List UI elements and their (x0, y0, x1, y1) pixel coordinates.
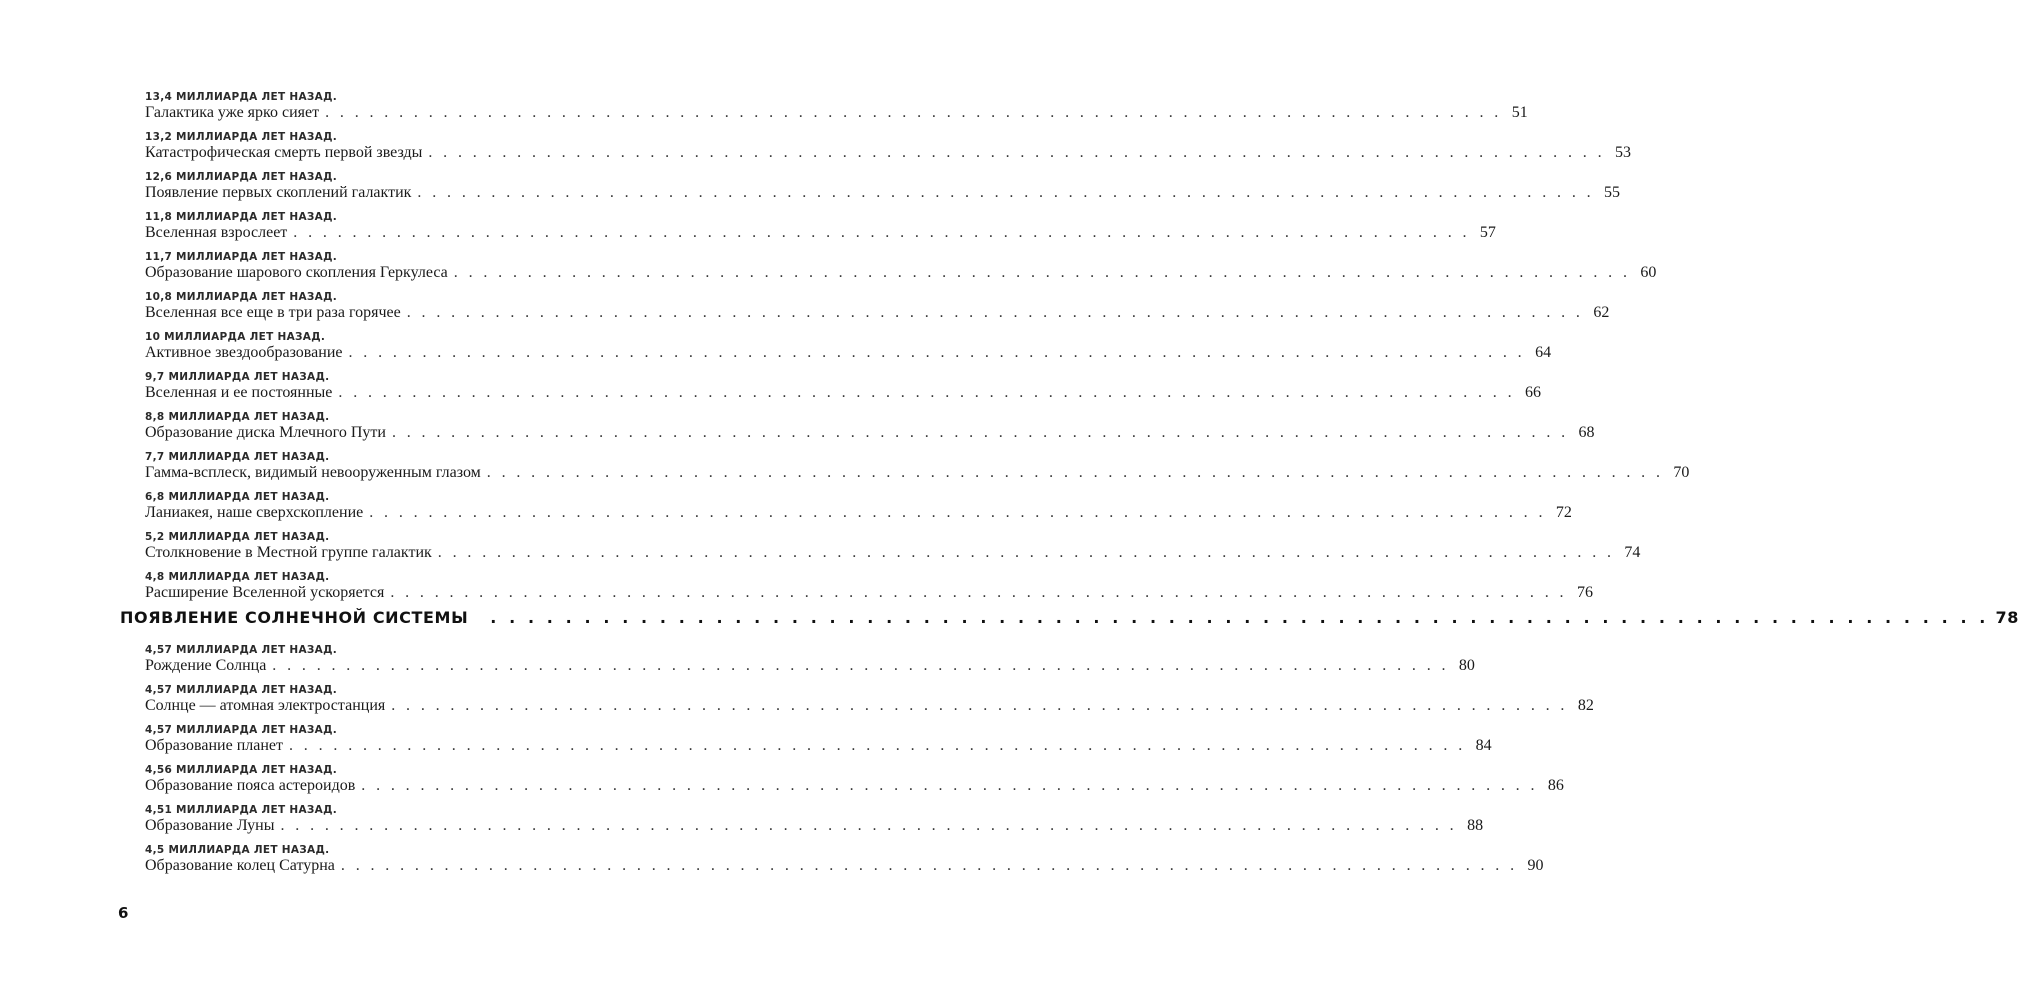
entry-page-number: 62 (1593, 304, 1610, 321)
entry-era: 4,8 МИЛЛИАРДА ЛЕТ НАЗАД. (145, 571, 330, 583)
entry-title: Катастрофическая смерть первой звезды (145, 144, 423, 161)
entry-page-number: 76 (1576, 584, 1593, 601)
entry-title: Рождение Солнца (145, 657, 267, 674)
toc-entry (145, 91, 1528, 131)
entry-title: Столкновение в Местной группе галактик (145, 544, 432, 561)
dot-leader: . . . . . . . . . . . . . . . . . . . . . . . . . . . . . . . . . . . . . . . . . . . . . . . . . . . . . . . . . . . . . . . . . . . . . . . . . . . . . . . . (390, 584, 1567, 601)
toc-entry (145, 371, 1541, 411)
toc-entry (145, 804, 1484, 844)
section-title: ПОЯВЛЕНИЕ СОЛНЕЧНОЙ СИСТЕМЫ (120, 608, 469, 627)
dot-leader: . . . . . . . . . . . . . . . . . . . . . . . . . . . . . . . . . . . . . . . . . . . . . . . . . . . . . . . . . . . . . . . . . . . . . . . . . . . . . . . . (325, 104, 1502, 121)
page-number-folio: 6 (118, 904, 129, 922)
dot-leader: . . . . . . . . . . . . . . . . . . . . . . . . . . . . . . . . . . . . . . . . . . . . . . . . . . . . . . . . . . . . . . . . . . . . . . . . . . . . . . . . (340, 857, 1518, 874)
toc-entry (145, 411, 1595, 451)
entry-page-number: 80 (1458, 657, 1475, 674)
entry-line (145, 183, 1621, 203)
entry-line (145, 583, 1593, 603)
entry-era: 9,7 МИЛЛИАРДА ЛЕТ НАЗАД. (145, 371, 330, 383)
entry-title: Образование колец Сатурна (145, 857, 335, 874)
toc-entry (145, 844, 1544, 884)
toc-entry (145, 531, 1641, 571)
entry-title: Активное звездообразование (145, 344, 343, 361)
dot-leader: . . . . . . . . . . . . . . . . . . . . . . . . . . . . . . . . . . . . . . . . . . . . . . . . . . . . . . . . . . . . . . . . . . . . . . . . . . . . . . . . (361, 777, 1538, 794)
entry-line (145, 543, 1641, 563)
entry-line (145, 143, 1631, 163)
entry-line (145, 103, 1528, 123)
entry-line (145, 423, 1595, 443)
section-page-number: 78 (1995, 608, 2019, 627)
entry-era: 4,5 МИЛЛИАРДА ЛЕТ НАЗАД. (145, 844, 330, 856)
entry-title: Вселенная все еще в три раза горячее (145, 304, 401, 321)
entry-page-number: 84 (1475, 737, 1492, 754)
entry-era: 10,8 МИЛЛИАРДА ЛЕТ НАЗАД. (145, 291, 338, 303)
entry-title: Образование диска Млечного Пути (145, 424, 386, 441)
dot-leader: . . . . . . . . . . . . . . . . . . . . . . . . . . . . . . . . . . . . . . . . . . . . . . . . . . . . . . . . . . . . . . . . . . . . . . . . . . . . . . . . (453, 264, 1631, 281)
entry-page-number: 74 (1624, 544, 1641, 561)
entry-era: 13,2 МИЛЛИАРДА ЛЕТ НАЗАД. (145, 131, 338, 143)
entry-page-number: 72 (1555, 504, 1572, 521)
toc-entry (145, 211, 1496, 251)
entry-era: 4,57 МИЛЛИАРДА ЛЕТ НАЗАД. (145, 684, 338, 696)
entry-title: Образование Луны (145, 817, 275, 834)
entry-page-number: 88 (1467, 817, 1484, 834)
entry-title: Образование пояса астероидов (145, 777, 356, 794)
entry-line (145, 383, 1541, 403)
dot-leader: . . . . . . . . . . . . . . . . . . . . . . . . . . . . . . . . . . . . . . . . . . . . . . . . . . . . . . . . . . . . . . . . . . . . . . . . . . . . . . . . (486, 464, 1664, 481)
dot-leader: . . . . . . . . . . . . . . . . . . . . . . . . . . . . . . . . . . . . . . . . . . . . . . . . . . . . . . . . . . . . . . . . . . . . . . . . . . . . . . . . (417, 184, 1595, 201)
entry-title: Солнце — атомная электростанция (145, 697, 386, 714)
entry-line (145, 263, 1657, 283)
entry-title: Вселенная взрослеет (145, 224, 288, 241)
dot-leader: . . . . . . . . . . . . . . . . . . . . . . . . . . . . . . . . . . . . . . . . . . . . . . . . . . . . . . . . . . . . . . . . . . . . . . . . . . . . . . . . (272, 657, 1449, 674)
entry-page-number: 51 (1511, 104, 1528, 121)
toc-entry (145, 291, 1610, 331)
entry-era: 4,57 МИЛЛИАРДА ЛЕТ НАЗАД. (145, 724, 338, 736)
entry-title: Появление первых скоплений галактик (145, 184, 412, 201)
entry-line (145, 656, 1475, 676)
dot-leader: . . . . . . . . . . . . . . . . . . . . . . . . . . . . . . . . . . . . . . . . . . . . . . . . . . . . . . . . . . . . . . . . . . . . . . . . . . . . . . . . (348, 344, 1526, 361)
entry-line (145, 736, 1492, 756)
dot-leader: . . . . . . . . . . . . . . . . . . . . . . . . . . . . . . . . . . . . . . . . . . . . . . . . . . . . . . . . . . . . . . . . . . . . . . . . . . . . . . . . (391, 697, 1568, 714)
toc-entry (145, 131, 1631, 171)
toc-entry (145, 764, 1564, 804)
entry-page-number: 70 (1673, 464, 1690, 481)
toc-entry (145, 171, 1621, 211)
dot-leader: . . . . . . . . . . . . . . . . . . . . . . . . . . . . . . . . . . . . . . . . . . . . . . . . . . . . . . . . . . . . . . . . . . . . . . . . . . . . . . . . (391, 424, 1569, 441)
entry-era: 11,8 МИЛЛИАРДА ЛЕТ НАЗАД. (145, 211, 338, 223)
entry-line (145, 696, 1594, 716)
entry-page-number: 57 (1479, 224, 1496, 241)
entry-page-number: 86 (1547, 777, 1564, 794)
entry-title: Гамма-всплеск, видимый невооруженным глазом (145, 464, 481, 481)
entry-era: 4,56 МИЛЛИАРДА ЛЕТ НАЗАД. (145, 764, 338, 776)
entry-line (145, 816, 1484, 836)
entry-page-number: 82 (1577, 697, 1594, 714)
entry-page-number: 66 (1525, 384, 1541, 401)
entry-page-number: 60 (1640, 264, 1657, 281)
section-dot-leader: . . . . . . . . . . . . . . . . . . . . . . . . . . . . . . . . . . . . . . . . . . . . . . . . . . . . . . . . . . . . . . . . . . . . . . . . . . . . . . . . (490, 608, 1989, 627)
toc-entry (145, 491, 1572, 531)
entry-line (145, 463, 1690, 483)
dot-leader: . . . . . . . . . . . . . . . . . . . . . . . . . . . . . . . . . . . . . . . . . . . . . . . . . . . . . . . . . . . . . . . . . . . . . . . . . . . . . . . . (280, 817, 1458, 834)
dot-leader: . . . . . . . . . . . . . . . . . . . . . . . . . . . . . . . . . . . . . . . . . . . . . . . . . . . . . . . . . . . . . . . . . . . . . . . . . . . . . . . . (428, 144, 1605, 161)
entry-era: 6,8 МИЛЛИАРДА ЛЕТ НАЗАД. (145, 491, 330, 503)
dot-leader: . . . . . . . . . . . . . . . . . . . . . . . . . . . . . . . . . . . . . . . . . . . . . . . . . . . . . . . . . . . . . . . . . . . . . . . . . . . . . . . . (338, 384, 1515, 401)
entry-era: 4,51 МИЛЛИАРДА ЛЕТ НАЗАД. (145, 804, 338, 816)
entry-title: Образование планет (145, 737, 283, 754)
toc-entry (145, 644, 1475, 684)
entry-page-number: 55 (1604, 184, 1621, 201)
entry-line (145, 343, 1552, 363)
entry-era: 7,7 МИЛЛИАРДА ЛЕТ НАЗАД. (145, 451, 330, 463)
dot-leader: . . . . . . . . . . . . . . . . . . . . . . . . . . . . . . . . . . . . . . . . . . . . . . . . . . . . . . . . . . . . . . . . . . . . . . . . . . . . . . . . (437, 544, 1615, 561)
entry-title: Образование шарового скопления Геркулеса (145, 264, 448, 281)
entry-era: 10 МИЛЛИАРДА ЛЕТ НАЗАД. (145, 331, 326, 343)
entry-title: Ланиакея, наше сверхскопление (145, 504, 364, 521)
entry-page-number: 53 (1614, 144, 1631, 161)
entry-title: Расширение Вселенной ускоряется (145, 584, 385, 601)
entry-era: 13,4 МИЛЛИАРДА ЛЕТ НАЗАД. (145, 91, 338, 103)
entry-era: 4,57 МИЛЛИАРДА ЛЕТ НАЗАД. (145, 644, 338, 656)
toc-entry (145, 684, 1594, 724)
toc-entry (145, 724, 1492, 764)
entry-page-number: 68 (1578, 424, 1595, 441)
entry-line (145, 223, 1496, 243)
entry-line (145, 776, 1564, 796)
entry-line (145, 503, 1572, 523)
entry-era: 11,7 МИЛЛИАРДА ЛЕТ НАЗАД. (145, 251, 338, 263)
entry-title: Галактика уже ярко сияет (145, 104, 320, 121)
entry-page-number: 90 (1527, 857, 1544, 874)
entry-line (145, 303, 1610, 323)
entry-page-number: 64 (1535, 344, 1552, 361)
entry-era: 5,2 МИЛЛИАРДА ЛЕТ НАЗАД. (145, 531, 330, 543)
dot-leader: . . . . . . . . . . . . . . . . . . . . . . . . . . . . . . . . . . . . . . . . . . . . . . . . . . . . . . . . . . . . . . . . . . . . . . . . . . . . . . . . (406, 304, 1584, 321)
toc-entry (145, 331, 1552, 371)
toc-entry (145, 571, 1593, 611)
entry-line (145, 856, 1544, 876)
dot-leader: . . . . . . . . . . . . . . . . . . . . . . . . . . . . . . . . . . . . . . . . . . . . . . . . . . . . . . . . . . . . . . . . . . . . . . . . . . . . . . . . (289, 737, 1466, 754)
entry-era: 8,8 МИЛЛИАРДА ЛЕТ НАЗАД. (145, 411, 330, 423)
section-heading (120, 608, 2019, 636)
entry-title: Вселенная и ее постоянные (145, 384, 333, 401)
entry-era: 12,6 МИЛЛИАРДА ЛЕТ НАЗАД. (145, 171, 338, 183)
toc-entry (145, 451, 1690, 491)
dot-leader: . . . . . . . . . . . . . . . . . . . . . . . . . . . . . . . . . . . . . . . . . . . . . . . . . . . . . . . . . . . . . . . . . . . . . . . . . . . . . . . . (369, 504, 1546, 521)
dot-leader: . . . . . . . . . . . . . . . . . . . . . . . . . . . . . . . . . . . . . . . . . . . . . . . . . . . . . . . . . . . . . . . . . . . . . . . . . . . . . . . . (293, 224, 1470, 241)
toc-entry (145, 251, 1657, 291)
